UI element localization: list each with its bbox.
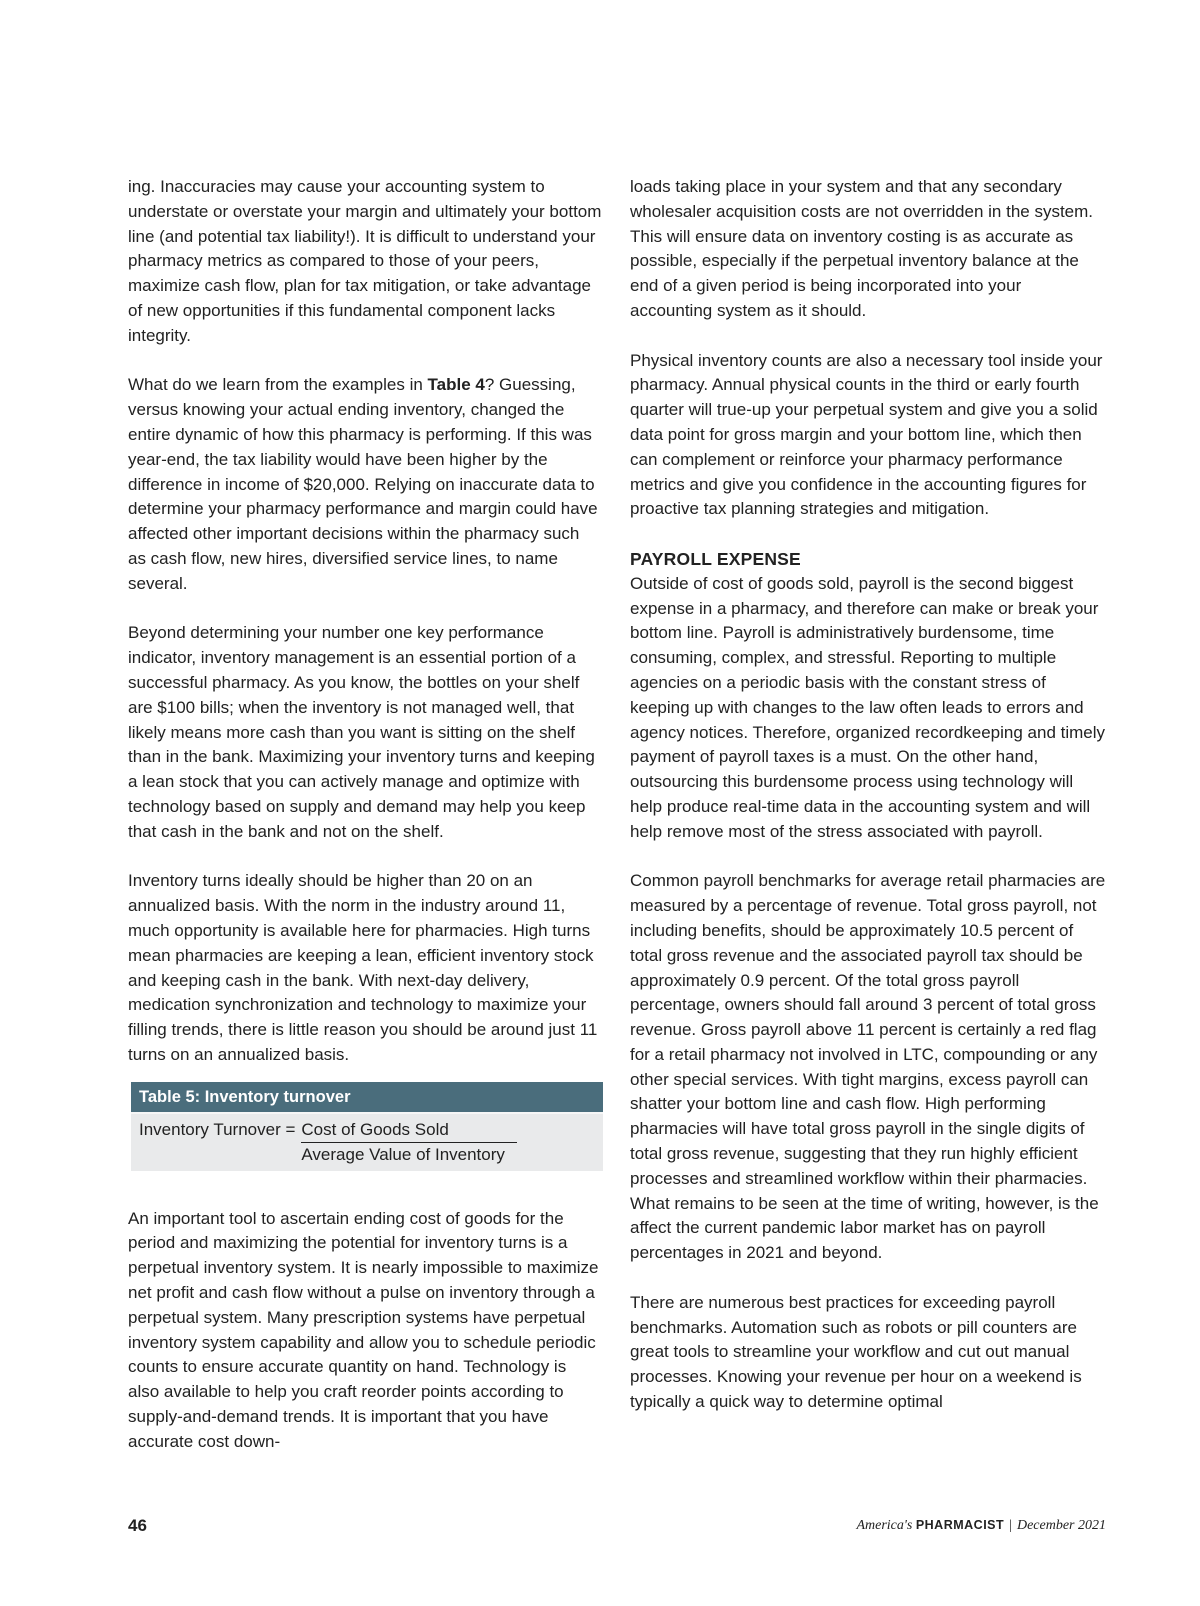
issue-date: December 2021 xyxy=(1016,1518,1106,1533)
section-heading: PAYROLL EXPENSE xyxy=(630,548,801,569)
publication-name: PHARMACIST xyxy=(915,1518,1005,1532)
footer-separator: | xyxy=(1009,1518,1012,1533)
page-number: 46 xyxy=(128,1516,147,1535)
formula-lhs: Inventory Turnover = xyxy=(139,1119,296,1139)
right-paragraph-3: Outside of cost of goods sold, payroll is the second biggest expense in a pharmacy, and therefore can make or break your bottom line. Payroll is administratively burdensome, time consuming, complex, and stressful. Reporting to multiple agencies on a periodic basis with the constant stress of keeping up with changes to the law often leads to errors and agency notices. Therefore, organized recordkeeping and timely payment of payroll taxes is a must. On the other hand, outsourcing this burdensome process using technology will help produce real-time data in the accounting system and will help remove most of the stress associated with payroll. xyxy=(630,573,1106,841)
left-paragraph-1: ing. Inaccuracies may cause your accounting system to understate or overstate your margin and ultimately your bottom line (and potential tax liability!). It is difficult to understand your pharmacy metrics as compared to those of your peers, maximize cash flow, plan for tax mitigation, or take advantage of new opportunities if this fundamental component lacks integrity. xyxy=(128,177,602,345)
right-paragraph-2: Physical inventory counts are also a necessary tool inside your pharmacy. Annual physical counts in the third or early fourth quarter will true-up your perpetual system and give you a solid data point for gross margin and your bottom line, which then can complement or reinforce your pharmacy performance metrics and give you confidence in the accounting figures for proactive tax planning strategies and mitigation. xyxy=(630,350,1103,519)
left-column xyxy=(128,175,602,1455)
left-paragraph-4: Inventory turns ideally should be higher than 20 on an annualized basis. With the norm in the industry around 11, much opportunity is available here for pharmacies. High turns mean pharmacies are keeping a lean, efficient inventory stock and keeping cash in the bank. With next-day delivery, medication synchronization and technology to maximize your filling trends, there is little reason you should be around just 11 turns on an annualized basis. xyxy=(128,871,598,1064)
left-paragraph-3: Beyond determining your number one key performance indicator, inventory management is an essential portion of a successful pharmacy. As you know, the bottles on your shelf are $100 bills; when the inventory is not managed well, that likely means more cash than you want is sitting on the shelf than in the bank. Maximizing your inventory turns and keeping a lean stock that you can actively manage and optimize with technology based on supply and demand may help you keep that cash in the bank and not on the shelf. xyxy=(128,623,595,841)
right-paragraph-1: loads taking place in your system and that any secondary wholesaler acquisition costs are not overridden in the system. This will ensure data on inventory costing is as accurate as possible, especially if the perpetual inventory balance at the end of a given period is being incorporated into your accounting system as it should. xyxy=(630,177,1094,320)
left-paragraph-5: An important tool to ascertain ending cost of goods for the period and maximizing the potential for inventory turns is a perpetual inventory system. It is nearly impossible to maximize net profit and cash flow without a pulse on inventory through a perpetual system. Many prescription systems have perpetual inventory system capability and allow you to schedule periodic counts to ensure accurate quantity on hand. Technology is also available to help you craft reorder points according to supply-and-demand trends. It is important that you have accurate cost down- xyxy=(128,1208,599,1451)
fraction xyxy=(301,1118,516,1167)
formula xyxy=(131,1112,603,1171)
page-footer xyxy=(128,1516,1106,1540)
fraction-numerator: Cost of Goods Sold xyxy=(301,1118,516,1143)
right-paragraph-5: There are numerous best practices for exceeding payroll benchmarks. Automation such as robots or pill counters are great tools to streamline your workflow and cut out manual processes. Knowing your revenue per hour on a weekend is typically a quick way to determine optimal xyxy=(630,1292,1082,1412)
paragraph-text: ? Guessing, versus knowing your actual ending inventory, changed the entire dynamic of how this pharmacy is performing. If this was year-end, the tax liability would have been higher by the difference in income of $20,000. Relying on inaccurate data to determine your pharmacy performance and margin could have affected other important decisions within the pharmacy such as cash flow, new hires, diversified service lines, to name several. xyxy=(128,375,598,593)
right-column xyxy=(630,175,1106,1415)
left-paragraph-2 xyxy=(128,373,602,596)
table-5-inventory-turnover xyxy=(131,1082,603,1171)
paragraph-text: What do we learn from the examples in xyxy=(128,375,428,395)
publication-credit xyxy=(856,1518,1106,1534)
table-4-reference: Table 4 xyxy=(427,375,485,395)
fraction-denominator: Average Value of Inventory xyxy=(301,1144,505,1164)
table-title: Table 5: Inventory turnover xyxy=(131,1082,603,1112)
right-paragraph-4: Common payroll benchmarks for average retail pharmacies are measured by a percentage of revenue. Total gross payroll, not including benefits, should be approximately 10.5 percent of total gross revenue and the associated payroll tax should be approximately 0.9 percent. Of the total gross payroll percentage, owners should fall around 3 percent of total gross revenue. Gross payroll above 11 percent is certainly a red flag for a retail pharmacy not involved in LTC, compounding or any other special services. With tight margins, excess payroll can shatter your bottom line and cash flow. High performing pharmacies will have total gross payroll in the single digits of total gross revenue, suggesting that they run highly efficient processes and streamlined workflow within their pharmacies. What remains to be seen at the time of writing, however, is the affect the current pandemic labor market has on payroll percentages in 2021 and beyond. xyxy=(630,871,1106,1263)
publication-prefix: America's xyxy=(856,1518,913,1533)
